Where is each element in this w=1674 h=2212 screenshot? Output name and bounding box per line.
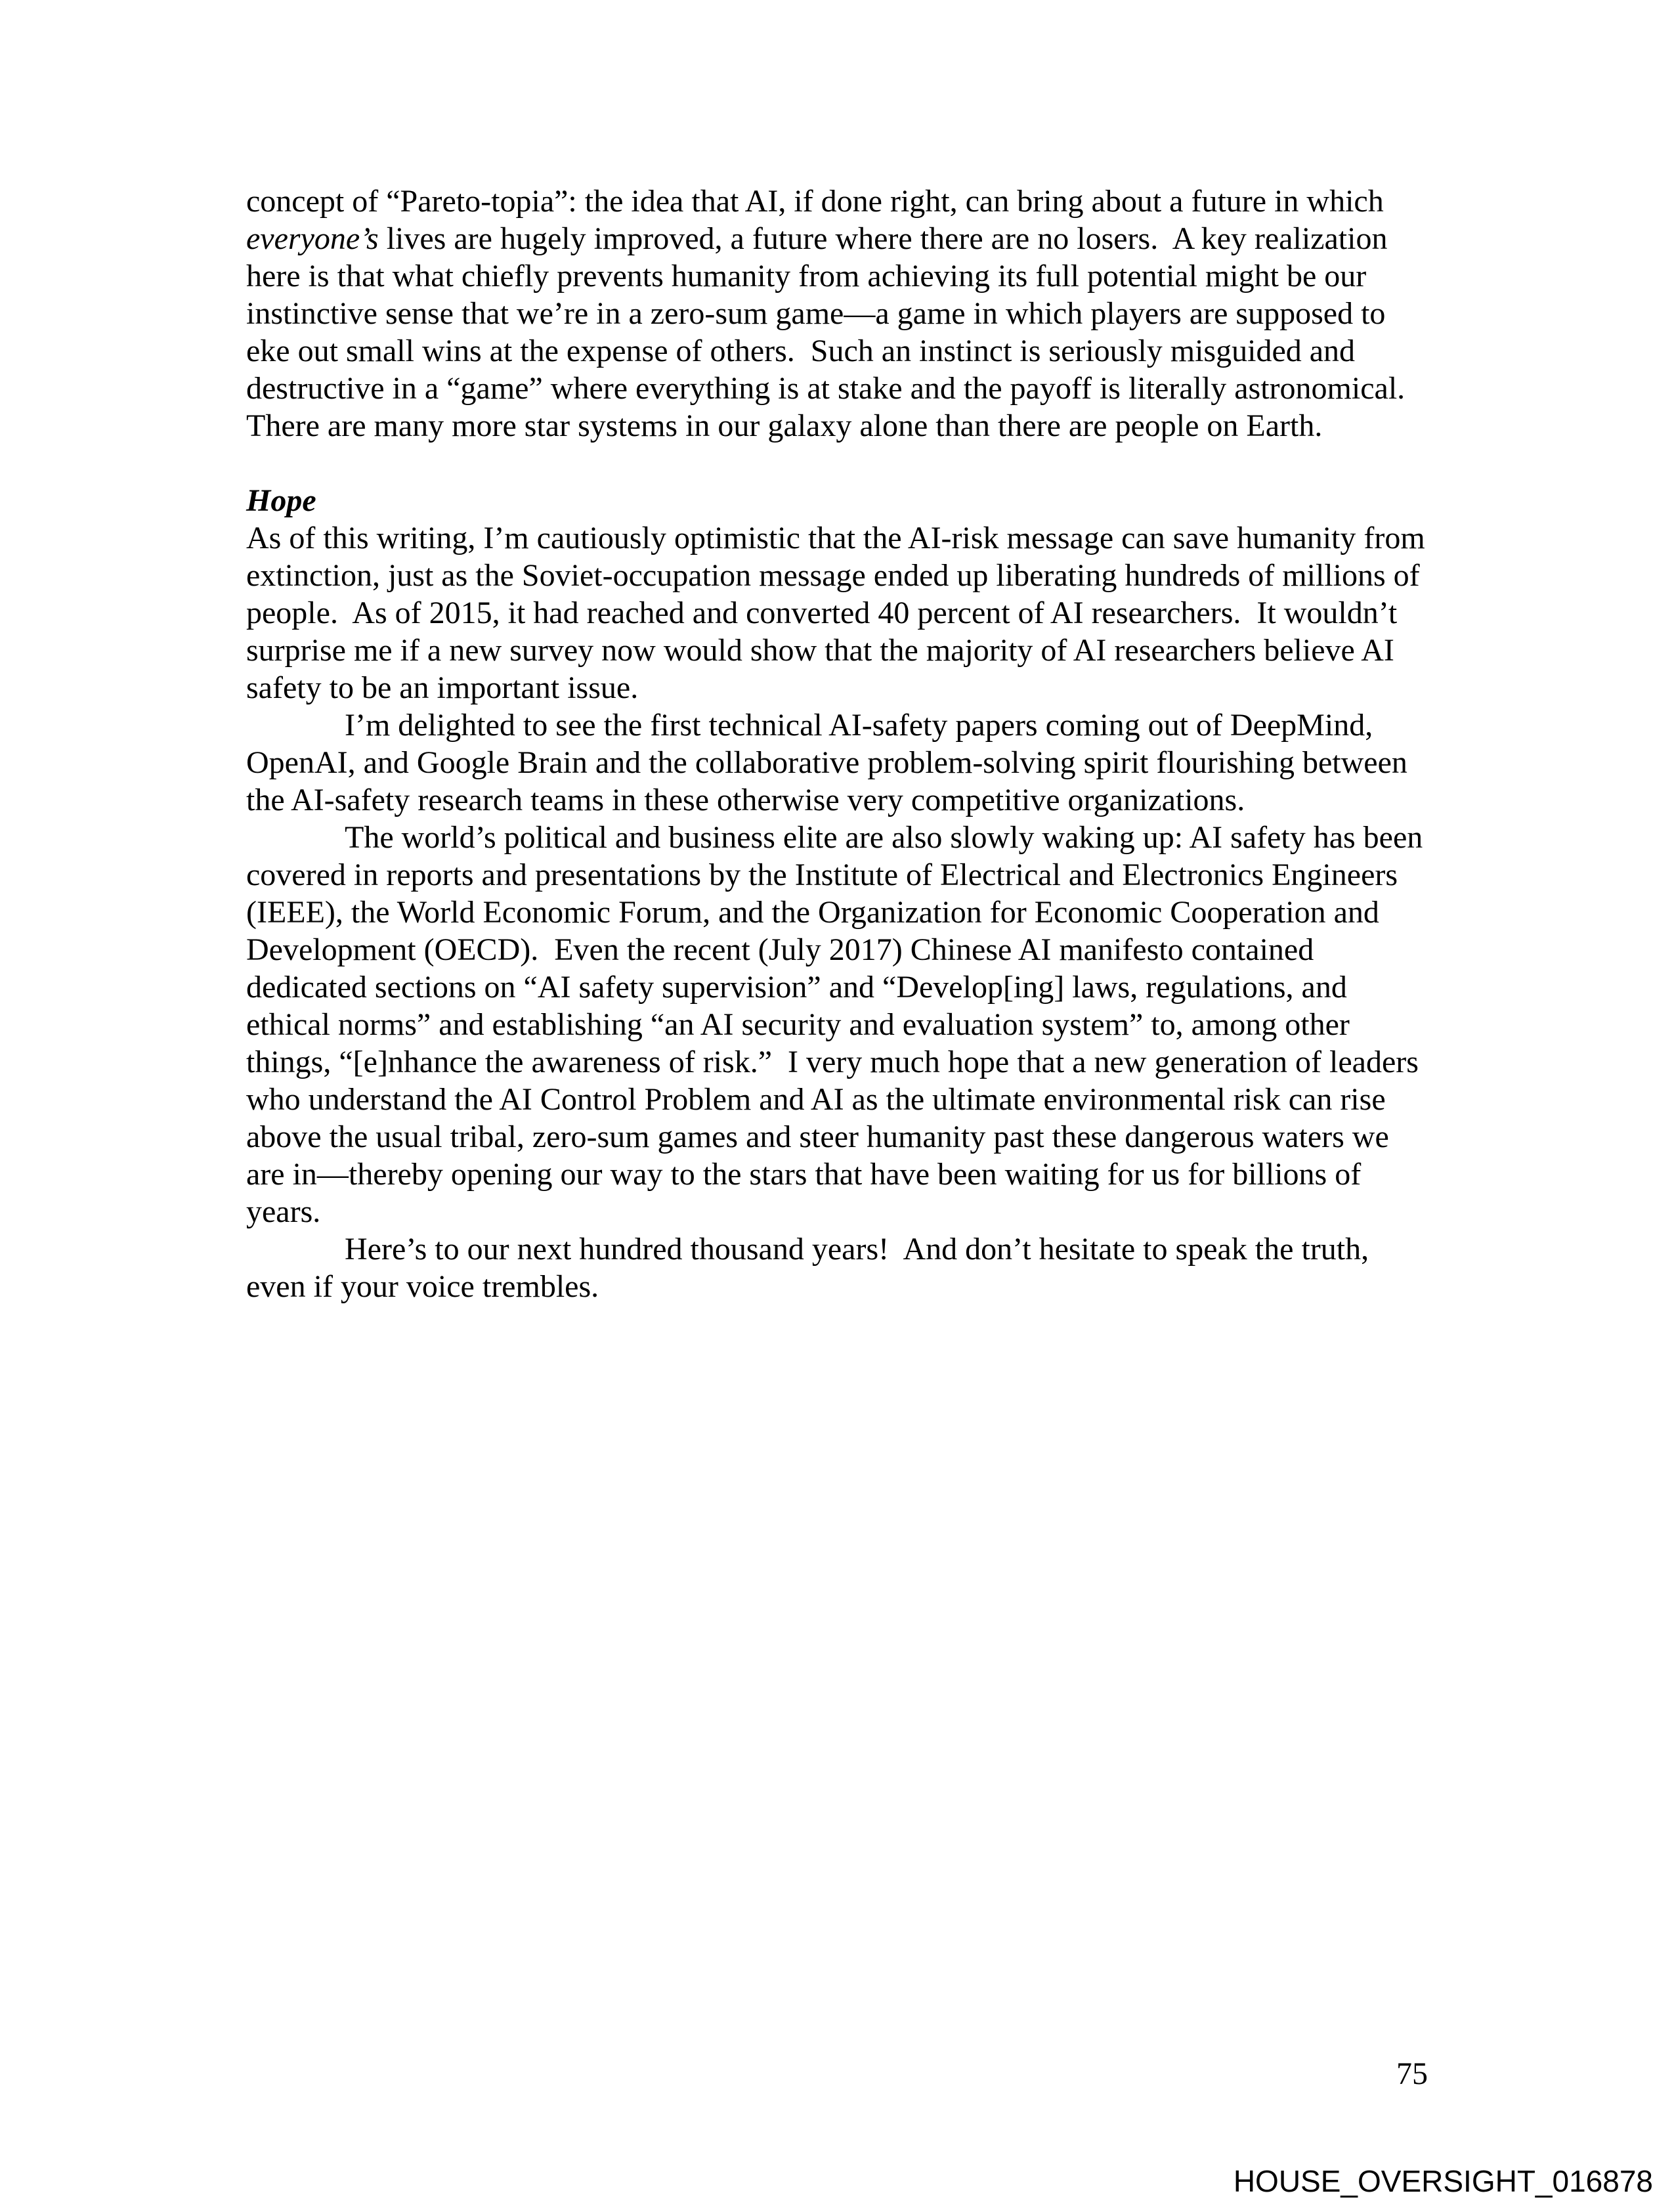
paragraph-pareto-topia xyxy=(246,183,1428,445)
para1-text-after-italic: lives are hugely improved, a future where there are no losers. A key realization here is that what chiefly prevents humanity from achieving its full potential might be our instinctive sense that we’re in a zero-sum game—a game in which players are supposed to eke out small wins at the expense of others. Such an instinct is seriously misguided and destructive in a “game” where everything is at stake and the payoff is literally astronomical. There are many more star systems in our galaxy alone than there are people on Earth. xyxy=(246,221,1421,443)
bates-stamp: HOUSE_OVERSIGHT_016878 xyxy=(1233,2164,1653,2198)
document-text-block xyxy=(246,183,1433,1305)
paragraph-ai-safety-papers: I’m delighted to see the first technical AI-safety papers coming out of DeepMind, OpenAI, and Google Brain and the collaborative problem-solving spirit flourishing between the AI-safety research teams in these otherwise very competitive organizations. xyxy=(246,708,1415,817)
paragraph-political-business-elite: The world’s political and business elite are also slowly waking up: AI safety has been covered in reports and presentations by the Institute of Electrical and Electronics Engineers (IEEE), the World Economic Forum, and the Organization for Economic Cooperation and Development (OECD). Even the recent (July 2017) Chinese AI manifesto contained dedicated sections on “AI safety supervision” and “Develop[ing] laws, regulations, and ethical norms” and establishing “an AI security and evaluation system” to, among other things, “[e]nhance the awareness of risk.” I very much hope that a new generation of leaders who understand the AI Control Problem and AI as the ultimate environmental risk can rise above the usual tribal, zero-sum games and steer humanity past these dangerous waters we are in—thereby opening our way to the stars that have been waiting for us for billions of years. xyxy=(246,820,1431,1229)
paragraph-cautiously-optimistic: As of this writing, I’m cautiously optimistic that the AI-risk message can save humanity from extinction, just as the Soviet-occupation message ended up liberating hundreds of millions of people. As of 2015, it had reached and converted 40 percent of AI researchers. It wouldn’t surprise me if a new survey now would show that the majority of AI researchers believe AI safety to be an important issue. xyxy=(246,521,1433,705)
para1-italic-everyones: everyone’s xyxy=(246,221,379,256)
page-number: 75 xyxy=(1396,2056,1428,2091)
section-heading-hope: Hope xyxy=(246,483,316,518)
paragraph-next-hundred-thousand-years: Here’s to our next hundred thousand years! And don’t hesitate to speak the truth, even if your voice trembles. xyxy=(246,1232,1377,1304)
para1-text-before-italic: concept of “Pareto-topia”: the idea that AI, if done right, can bring about a future in which xyxy=(246,184,1392,219)
